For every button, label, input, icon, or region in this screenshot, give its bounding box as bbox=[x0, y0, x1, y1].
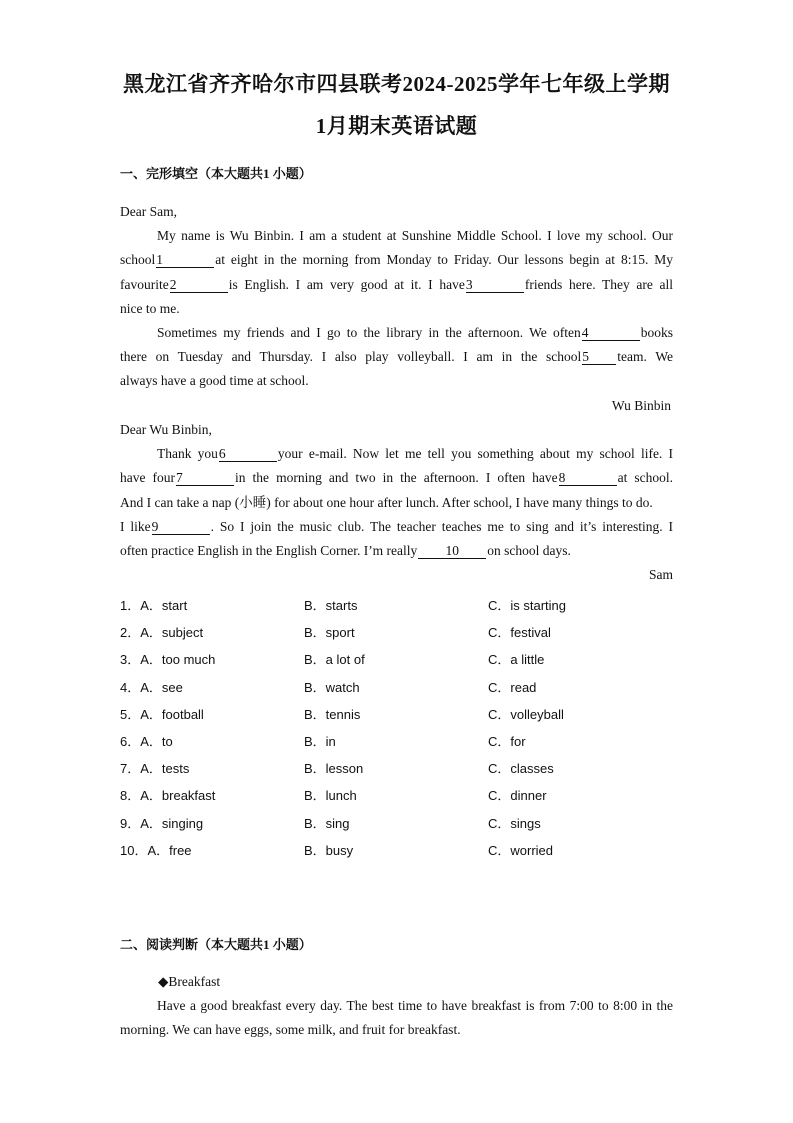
text-segment: friends here. They are all bbox=[524, 276, 673, 292]
text-segment: favourite bbox=[120, 276, 169, 292]
question-row bbox=[120, 754, 680, 781]
letter-line bbox=[120, 345, 673, 369]
answer-blank-7: 7 bbox=[176, 470, 234, 486]
option-c: C．dinner bbox=[488, 788, 547, 804]
answer-blank-2: 2 bbox=[170, 277, 228, 293]
text-segment: there on Tuesday and Thursday. I also play volleyball. I am in the school bbox=[120, 349, 582, 365]
option-a: 3．A．too much bbox=[120, 652, 216, 668]
letter-line: And I can take a nap (小睡) for about one hour after lunch. After school, I have many things to do. bbox=[120, 494, 653, 510]
question-row bbox=[120, 645, 680, 672]
answer-blank-3: 3 bbox=[466, 277, 524, 293]
text-segment: . So I join the music club. The teacher teaches me to sing and it’s interesting. I bbox=[210, 518, 673, 534]
text-segment: Thank you bbox=[157, 446, 218, 462]
option-b: B．in bbox=[304, 733, 336, 749]
signature-sam: Sam bbox=[648, 567, 673, 582]
text-segment: I like bbox=[120, 518, 151, 534]
answer-blank-4: 4 bbox=[582, 325, 640, 341]
option-a: 10．A．free bbox=[120, 842, 192, 858]
option-c: C．read bbox=[488, 679, 537, 695]
option-b: B．lunch bbox=[304, 788, 357, 804]
exam-title-line-2: 1月期末英语试题 bbox=[315, 114, 478, 138]
option-a: 7．A．tests bbox=[120, 761, 190, 777]
text-segment: in the morning and two in the afternoon. I often have bbox=[235, 470, 558, 486]
option-c: C．volleyball bbox=[488, 706, 564, 722]
letter-wu-binbin bbox=[120, 200, 673, 394]
option-a: 8．A．breakfast bbox=[120, 788, 216, 804]
option-c: C．festival bbox=[488, 625, 551, 641]
letter-line bbox=[120, 248, 673, 272]
option-b: B．lesson bbox=[304, 761, 364, 777]
option-c: C．classes bbox=[488, 761, 554, 777]
letter-line bbox=[120, 515, 673, 539]
section-heading-cloze: 一、完形填空（本大题共1 小题） bbox=[120, 166, 312, 181]
option-b: B．busy bbox=[304, 842, 354, 858]
letter-line: My name is Wu Binbin. I am a student at Sunshine Middle School. I love my school. Our bbox=[157, 228, 673, 244]
exam-title-line-1: 黑龙江省齐齐哈尔市四县联考2024-2025学年七年级上学期 bbox=[123, 72, 670, 96]
answer-blank-5: 5 bbox=[582, 349, 616, 365]
answer-blank-6: 6 bbox=[219, 446, 277, 462]
text-segment: at eight in the morning from Monday to Friday. Our lessons begin at 8:15. My bbox=[215, 252, 673, 268]
option-b: B．tennis bbox=[304, 706, 361, 722]
answer-blank-10: 10 bbox=[418, 543, 486, 559]
letter-line bbox=[120, 321, 673, 345]
signature-wu-binbin: Wu Binbin bbox=[611, 398, 671, 413]
text-segment: school bbox=[120, 252, 156, 268]
option-a: 9．A．singing bbox=[120, 815, 204, 831]
question-row bbox=[120, 618, 680, 645]
answer-options-list bbox=[120, 591, 680, 863]
paragraph-line: Have a good breakfast every day. The best time to have breakfast is from 7:00 to 8:00 in the bbox=[157, 998, 673, 1013]
text-segment: is English. I am very good at it. I have bbox=[228, 276, 465, 292]
paragraph-line: morning. We can have eggs, some milk, and fruit for breakfast. bbox=[120, 1022, 461, 1038]
text-segment: your e-mail. Now let me tell you something about my school life. I bbox=[277, 446, 673, 462]
letter-sam bbox=[120, 418, 673, 563]
letter-line: nice to me. bbox=[120, 300, 180, 316]
letter-greeting: Dear Wu Binbin, bbox=[120, 422, 212, 437]
text-segment: books bbox=[640, 324, 673, 340]
option-c: C．a little bbox=[488, 652, 545, 668]
option-c: C．worried bbox=[488, 842, 554, 858]
option-c: C．is starting bbox=[488, 598, 567, 613]
option-b: B．sing bbox=[304, 815, 350, 831]
letter-greeting: Dear Sam, bbox=[120, 204, 177, 219]
text-segment: Sometimes my friends and I go to the library in the afternoon. We often bbox=[157, 324, 581, 340]
option-a: 4．A．see bbox=[120, 679, 183, 695]
section-heading-reading: 二、阅读判断（本大题共1 小题） bbox=[120, 937, 312, 952]
option-a: 6．A．to bbox=[120, 733, 173, 749]
answer-blank-1: 1 bbox=[156, 252, 214, 268]
text-segment: on school days. bbox=[487, 542, 571, 558]
text-segment: team. We bbox=[617, 349, 673, 365]
letter-line bbox=[120, 442, 673, 466]
option-c: C．for bbox=[488, 733, 526, 749]
option-b: B．a lot of bbox=[304, 652, 365, 668]
question-row bbox=[120, 781, 680, 808]
option-a: 2．A．subject bbox=[120, 625, 204, 641]
answer-blank-9: 9 bbox=[152, 519, 210, 535]
text-segment: have four bbox=[120, 470, 176, 486]
question-row bbox=[120, 809, 680, 836]
text-segment: often practice English in the English Corner. I’m really bbox=[120, 542, 418, 558]
option-b: B．watch bbox=[304, 679, 360, 695]
option-c: C．sings bbox=[488, 815, 541, 831]
question-row bbox=[120, 836, 680, 863]
answer-blank-8: 8 bbox=[559, 470, 617, 486]
question-row bbox=[120, 673, 680, 700]
option-b: B．starts bbox=[304, 598, 358, 613]
question-row bbox=[120, 591, 680, 618]
letter-line bbox=[120, 466, 673, 490]
option-b: B．sport bbox=[304, 625, 355, 641]
letter-line: always have a good time at school. bbox=[120, 373, 309, 389]
option-a: 1．A．start bbox=[120, 598, 188, 613]
text-segment: at school. bbox=[617, 470, 674, 486]
breakfast-paragraph bbox=[120, 994, 673, 1042]
letter-line bbox=[120, 539, 673, 563]
letter-line bbox=[120, 273, 673, 297]
option-a: 5．A．football bbox=[120, 706, 204, 722]
breakfast-heading: ◆Breakfast bbox=[158, 974, 221, 989]
question-row bbox=[120, 700, 680, 727]
question-row bbox=[120, 727, 680, 754]
